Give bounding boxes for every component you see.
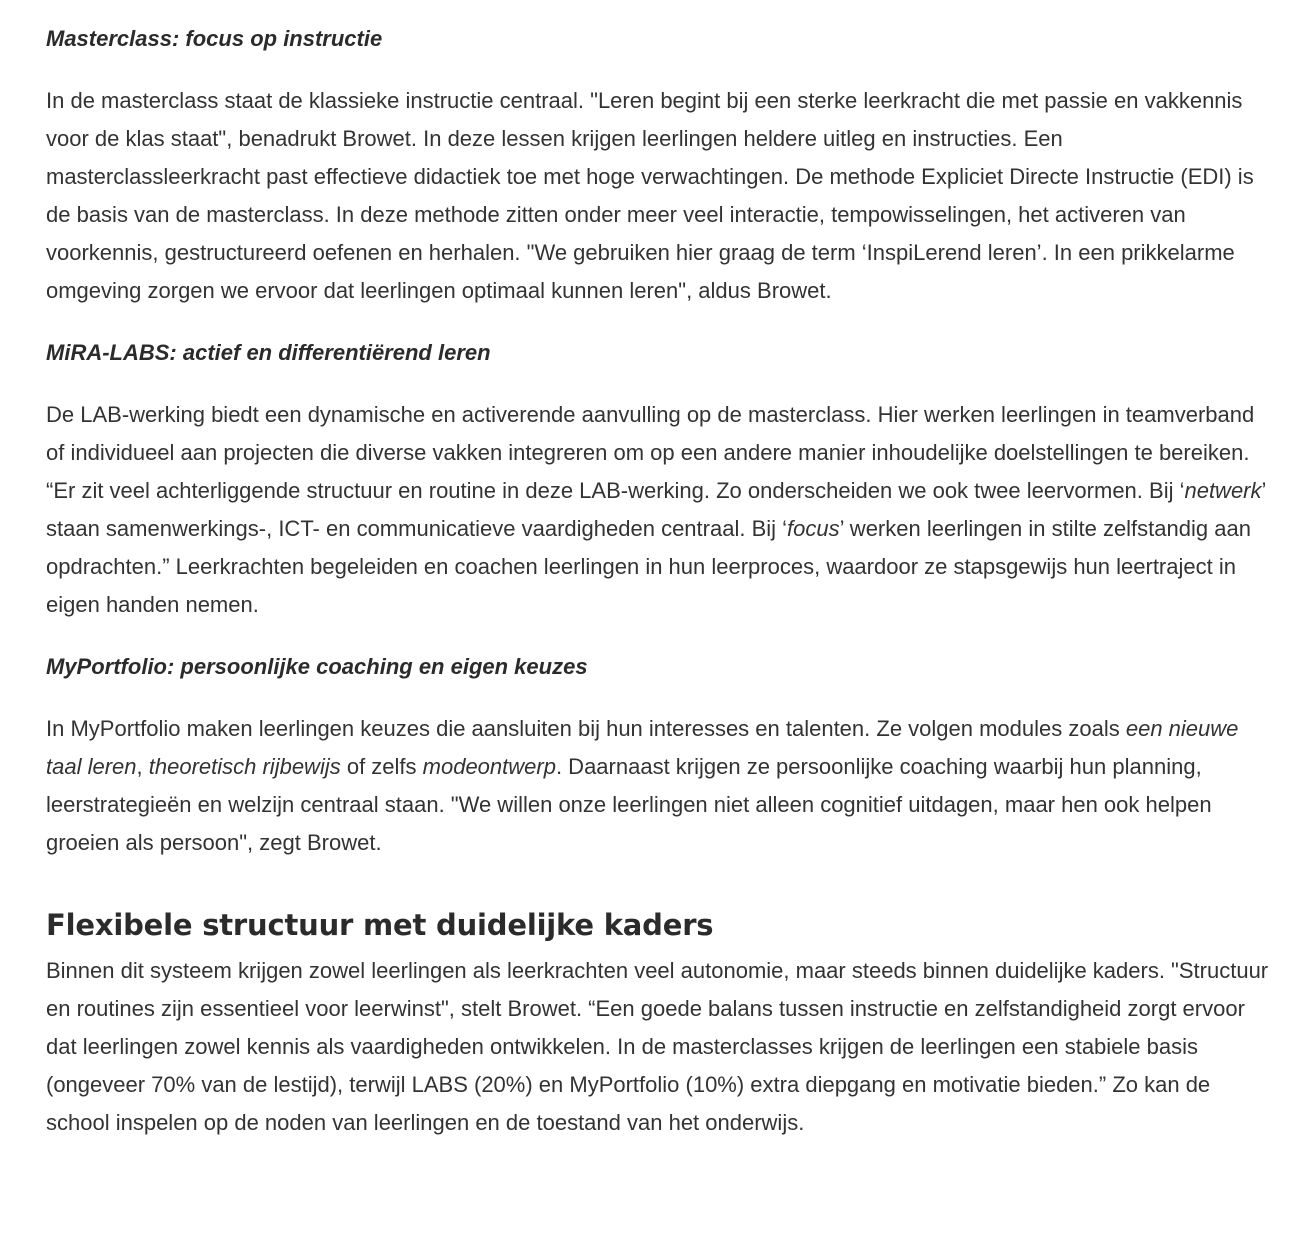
text-run: of zelfs [340, 754, 423, 779]
paragraph-flexibele: Binnen dit systeem krijgen zowel leerlingen als leerkrachten veel autonomie, maar steeds binnen duidelijke kaders. "Structuur en routines zijn essentieel voor leerwinst", stelt Browet. “Een goede balans tussen instructie en zelfstandigheid zorgt ervoor dat leerlingen zowel kennis als vaardigheden ontwikkelen. In de masterclasses krijgen de leerlingen een stabiele basis (ongeveer 70% van de lestijd), terwijl LABS (20%) en MyPortfolio (10%) extra diepgang en motivatie bieden.” Zo kan de school inspelen op de noden van leerlingen en de toestand van het onderwijs. [46, 958, 1269, 1135]
subheading-myportfolio: MyPortfolio: persoonlijke coaching en eigen keuzes [46, 654, 588, 679]
paragraph-miralabs [46, 396, 1272, 624]
emphasis-taal: een nieuwe taal leren [46, 716, 1239, 779]
paragraph-myportfolio [46, 710, 1272, 862]
text-run: ’ werken leerlingen in stilte zelfstandig aan opdrachten.” Leerkrachten begeleiden en coachen leerlingen in hun leerproces, waardoor ze stapsgewijs hun leertraject in eigen handen nemen. [46, 516, 1251, 617]
subheading-masterclass: Masterclass: focus op instructie [46, 26, 383, 51]
emphasis-netwerk: netwerk [1184, 478, 1262, 503]
emphasis-rijbewijs: theoretisch rijbewijs [148, 754, 341, 779]
emphasis-focus: focus [787, 516, 840, 541]
text-run: In MyPortfolio maken leerlingen keuzes die aansluiten bij hun interesses en talenten. Ze volgen modules zoals [46, 716, 1126, 741]
emphasis-modeontwerp: modeontwerp [422, 754, 556, 779]
text-run: De LAB-werking biedt een dynamische en activerende aanvulling op de masterclass. Hier werken leerlingen in teamverband of individueel aan projecten die diverse vakken integreren om op een andere manier inhoudelijke doelstellingen te bereiken. “Er zit veel achterliggende structuur en routine in deze LAB-werking. Zo onderscheiden we ook twee leervormen. Bij ‘ [46, 402, 1255, 503]
text-run: . Daarnaast krijgen ze persoonlijke coaching waarbij hun planning, leerstrategieën en welzijn centraal staan. "We willen onze leerlingen niet alleen cognitief uitdagen, maar hen ook helpen groeien als persoon", zegt Browet. [46, 754, 1212, 855]
subheading-miralabs: MiRA-LABS: actief en differentiërend leren [46, 340, 491, 365]
text-run: , [136, 754, 149, 779]
text-run: ’ staan samenwerkings-, ICT- en communicatieve vaardigheden centraal. Bij ‘ [46, 478, 1266, 541]
paragraph-masterclass: In de masterclass staat de klassieke instructie centraal. "Leren begint bij een sterke leerkracht die met passie en vakkennis voor de klas staat", benadrukt Browet. In deze lessen krijgen leerlingen heldere uitleg en instructies. Een masterclassleerkracht past effectieve didactiek toe met hoge verwachtingen. De methode Expliciet Directe Instructie (EDI) is de basis van de masterclass. In deze methode zitten onder meer veel interactie, tempowisselingen, het activeren van voorkennis, gestructureerd oefenen en herhalen. "We gebruiken hier graag de term ‘InspiLerend leren’. In een prikkelarme omgeving zorgen we ervoor dat leerlingen optimaal kunnen leren", aldus Browet. [46, 88, 1254, 303]
section-title-flexibele: Flexibele structuur met duidelijke kaders [46, 908, 714, 942]
